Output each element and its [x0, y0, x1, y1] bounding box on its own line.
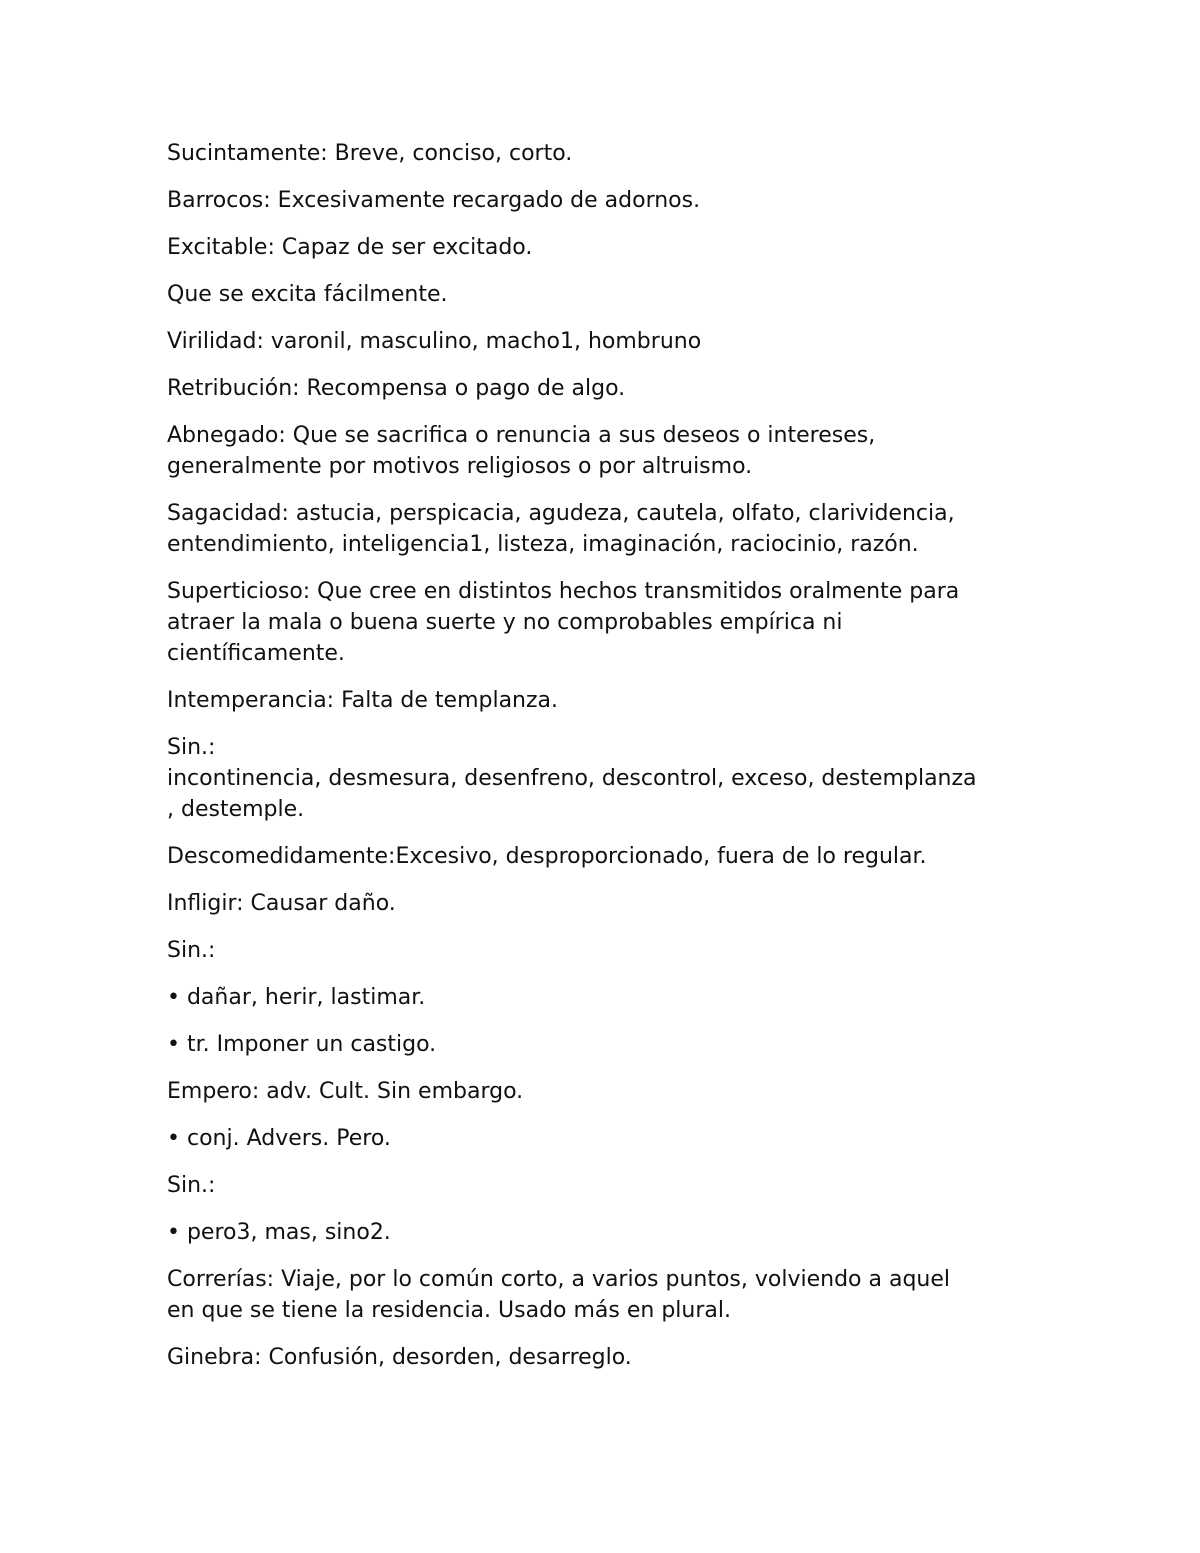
- entry-virilidad: Virilidad: varonil, masculino, macho1, hombruno: [167, 329, 702, 354]
- entry-correrias: Correrías: Viaje, por lo común corto, a varios puntos, volviendo a aquel en que se tiene la residencia. Usado más en plural.: [167, 1267, 951, 1323]
- entry-intemperancia-synonyms: Sin.: incontinencia, desmesura, desenfreno, descontrol, exceso, destemplanza , destemple.: [167, 735, 977, 822]
- entry-abnegado: Abnegado: Que se sacrifica o renuncia a sus deseos o intereses, generalmente por motivos religiosos o por altruismo.: [167, 423, 876, 479]
- document-page: [167, 138, 1047, 1389]
- entry-infligir-bullet-2: • tr. Imponer un castigo.: [167, 1032, 437, 1057]
- entry-ginebra: Ginebra: Confusión, desorden, desarreglo.: [167, 1345, 632, 1370]
- entry-empero-sin-label: Sin.:: [167, 1173, 216, 1198]
- entry-descomedidamente: Descomedidamente:Excesivo, desproporcionado, fuera de lo regular.: [167, 844, 927, 869]
- entry-retribucion: Retribución: Recompensa o pago de algo.: [167, 376, 626, 401]
- entry-excitable: Excitable: Capaz de ser excitado.: [167, 235, 533, 260]
- entry-infligir: Infligir: Causar daño.: [167, 891, 396, 916]
- entry-superticioso: Superticioso: Que cree en distintos hechos transmitidos oralmente para atraer la mala o buena suerte y no comprobables empírica ni científicamente.: [167, 579, 960, 666]
- entry-empero-bullet-2: • pero3, mas, sino2.: [167, 1220, 391, 1245]
- entry-intemperancia: Intemperancia: Falta de templanza.: [167, 688, 559, 713]
- entry-sagacidad: Sagacidad: astucia, perspicacia, agudeza, cautela, olfato, clarividencia, entendimiento, inteligencia1, listeza, imaginación, raciocinio, razón.: [167, 501, 955, 557]
- entry-infligir-bullet-1: • dañar, herir, lastimar.: [167, 985, 426, 1010]
- entry-empero: Empero: adv. Cult. Sin embargo.: [167, 1079, 524, 1104]
- entry-barrocos: Barrocos: Excesivamente recargado de adornos.: [167, 188, 701, 213]
- entry-excitable-2: Que se excita fácilmente.: [167, 282, 448, 307]
- entry-infligir-sin-label: Sin.:: [167, 938, 216, 963]
- entry-sucintamente: Sucintamente: Breve, conciso, corto.: [167, 141, 573, 166]
- entry-empero-bullet-1: • conj. Advers. Pero.: [167, 1126, 391, 1151]
